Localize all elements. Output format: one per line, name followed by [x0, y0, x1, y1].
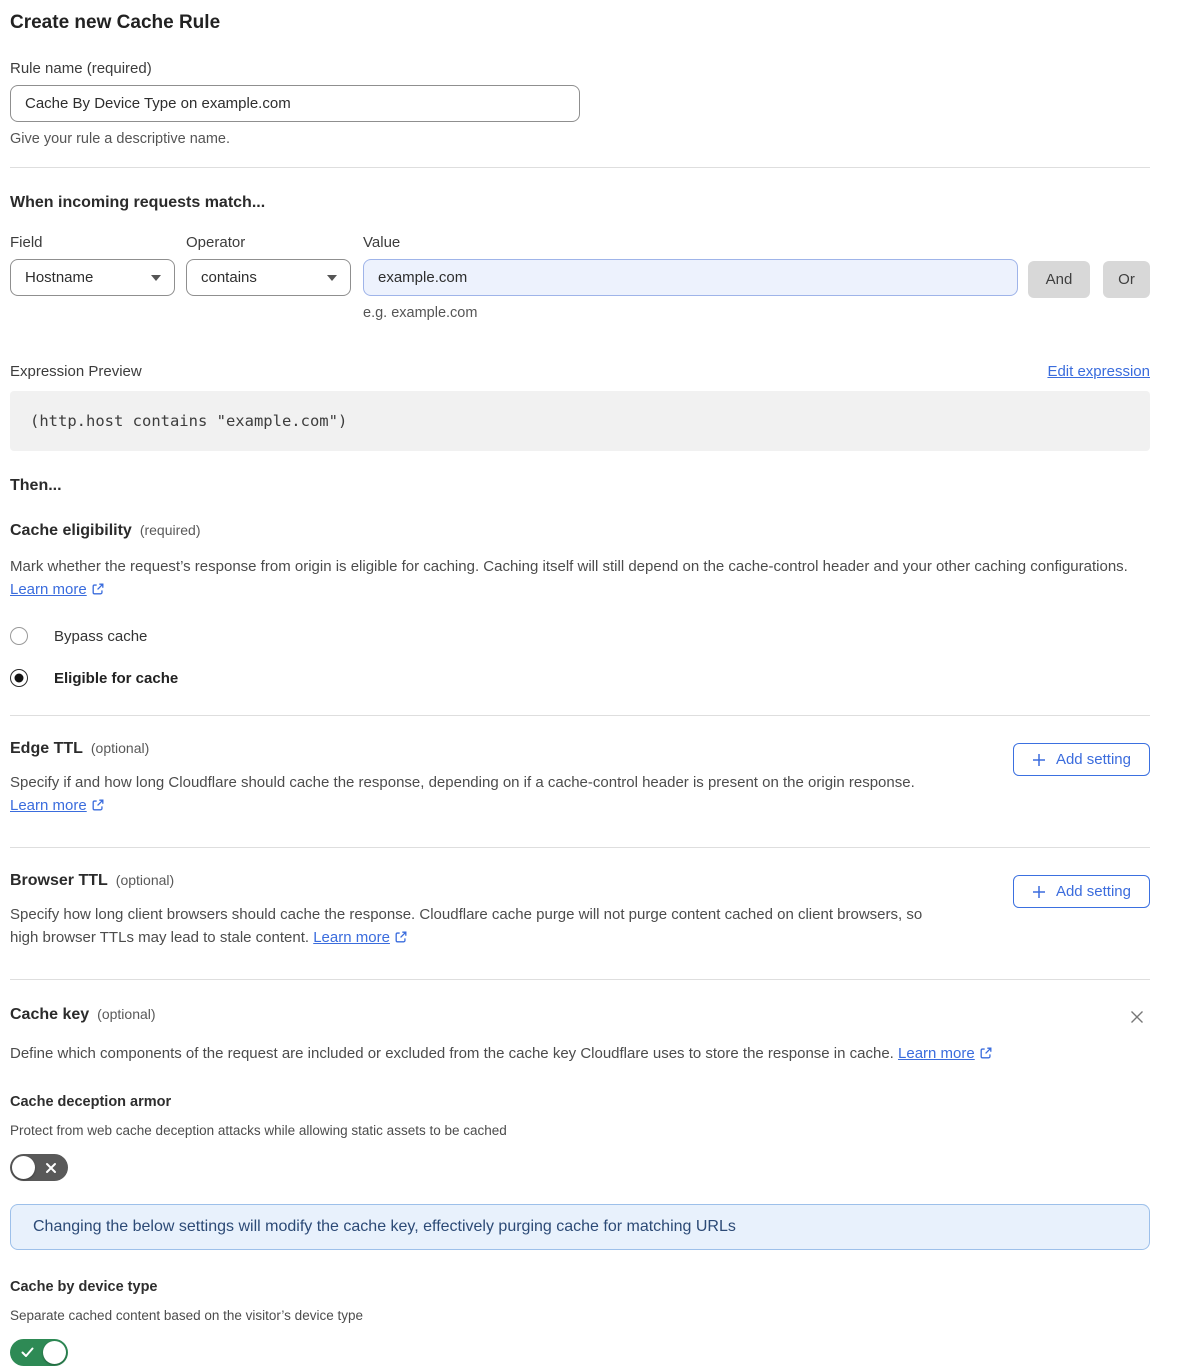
edge-ttl-qualifier: (optional): [90, 740, 150, 756]
condition-buttons: [1028, 234, 1150, 298]
expression-preview-box: [10, 391, 1150, 451]
expression-preview-section: [10, 363, 1150, 451]
cache-key-section: [10, 980, 1150, 1366]
rule-name-block: [10, 60, 1150, 147]
eligible-for-cache-radio[interactable]: Eligible for cache: [10, 669, 1150, 687]
cache-key-warning-banner: Changing the below settings will modify the cache key, effectively purging cache for matching URLs: [10, 1204, 1150, 1250]
or-button[interactable]: Or: [1103, 261, 1150, 298]
cache-eligibility-options: [10, 627, 1150, 687]
cache-eligibility-qualifier: (required): [139, 522, 201, 538]
cache-deception-armor-title: Cache deception armor: [10, 1094, 172, 1110]
plus-icon: [1032, 885, 1046, 899]
radio-selected-icon: [10, 669, 28, 687]
page-title: Create new Cache Rule: [10, 12, 221, 33]
cache-key-description: Define which components of the request are included or excluded from the cache key Cloudflare uses to store the response in cache. Learn more: [10, 1041, 1010, 1065]
cache-by-device-type-block: [10, 1279, 1150, 1366]
plus-icon: [1032, 753, 1046, 767]
cache-eligibility-description: Mark whether the request’s response from origin is eligible for caching. Caching itself will still depend on the cache-control header and your other caching configurations. Learn more: [10, 558, 1128, 598]
cache-by-device-type-title: Cache by device type: [10, 1279, 158, 1295]
cache-deception-armor-description: Protect from web cache deception attacks while allowing static assets to be cached: [10, 1123, 507, 1138]
divider: [10, 167, 1150, 168]
edge-ttl-section: [10, 716, 1150, 847]
external-link-icon: [91, 798, 105, 812]
browser-ttl-description: Specify how long client browsers should cache the response. Cloudflare cache purge will not purge content cached on client browsers, so high browser TTLs may lead to stale content. Learn more: [10, 906, 923, 946]
expression-preview-label: Expression Preview: [10, 363, 142, 380]
cache-key-qualifier: (optional): [97, 1006, 156, 1022]
external-link-icon: [394, 930, 408, 944]
match-condition-row: [10, 234, 1150, 321]
and-button[interactable]: And: [1028, 261, 1090, 298]
learn-more-link[interactable]: Learn more: [10, 581, 105, 598]
edge-ttl-add-setting-button[interactable]: Add setting: [1013, 743, 1150, 776]
match-heading: When incoming requests match...: [10, 194, 266, 211]
operator-label: Operator: [186, 234, 246, 251]
expression-code: (http.host contains "example.com"): [30, 412, 348, 430]
learn-more-link[interactable]: Learn more: [898, 1042, 993, 1065]
operator-select[interactable]: [186, 259, 351, 296]
external-link-icon: [91, 582, 105, 596]
bypass-cache-radio[interactable]: Bypass cache: [10, 627, 1150, 645]
then-heading: Then...: [10, 477, 62, 494]
toggle-off-x-icon: [35, 1162, 66, 1174]
value-label: Value: [363, 234, 401, 251]
toggle-knob: [12, 1156, 35, 1179]
rule-name-label: Rule name (required): [10, 60, 152, 77]
value-help: e.g. example.com: [363, 305, 478, 321]
rule-name-help: Give your rule a descriptive name.: [10, 131, 231, 147]
cache-deception-armor-block: [10, 1094, 1150, 1181]
learn-more-link[interactable]: Learn more: [10, 797, 105, 814]
cache-eligibility-title: Cache eligibility: [10, 522, 132, 539]
cache-key-title: Cache key: [10, 1006, 90, 1023]
browser-ttl-qualifier: (optional): [115, 872, 175, 888]
field-label: Field: [10, 234, 43, 251]
cache-eligibility-section: [10, 522, 1150, 687]
value-input[interactable]: [363, 259, 1018, 296]
toggle-on-check-icon: [12, 1347, 43, 1358]
edit-expression-link[interactable]: Edit expression: [1047, 363, 1150, 380]
chevron-down-icon: [151, 275, 161, 281]
learn-more-link[interactable]: Learn more: [313, 929, 408, 946]
cache-by-device-type-toggle[interactable]: [10, 1339, 68, 1366]
browser-ttl-title: Browser TTL: [10, 872, 108, 889]
toggle-knob: [43, 1341, 66, 1364]
edge-ttl-title: Edge TTL: [10, 740, 83, 757]
cache-deception-armor-toggle[interactable]: [10, 1154, 68, 1181]
radio-icon: [10, 627, 28, 645]
browser-ttl-add-setting-button[interactable]: Add setting: [1013, 875, 1150, 908]
edge-ttl-description: Specify if and how long Cloudflare should cache the response, depending on if a cache-control header is present on the origin response. Learn more: [10, 774, 915, 814]
operator-select-value: contains: [201, 269, 257, 286]
external-link-icon: [979, 1046, 993, 1060]
chevron-down-icon: [327, 275, 337, 281]
close-icon[interactable]: [1126, 1006, 1148, 1028]
browser-ttl-section: [10, 848, 1150, 979]
rule-name-input[interactable]: [10, 85, 580, 122]
cache-by-device-type-description: Separate cached content based on the visitor’s device type: [10, 1308, 363, 1323]
field-select[interactable]: [10, 259, 175, 296]
field-select-value: Hostname: [25, 269, 94, 286]
